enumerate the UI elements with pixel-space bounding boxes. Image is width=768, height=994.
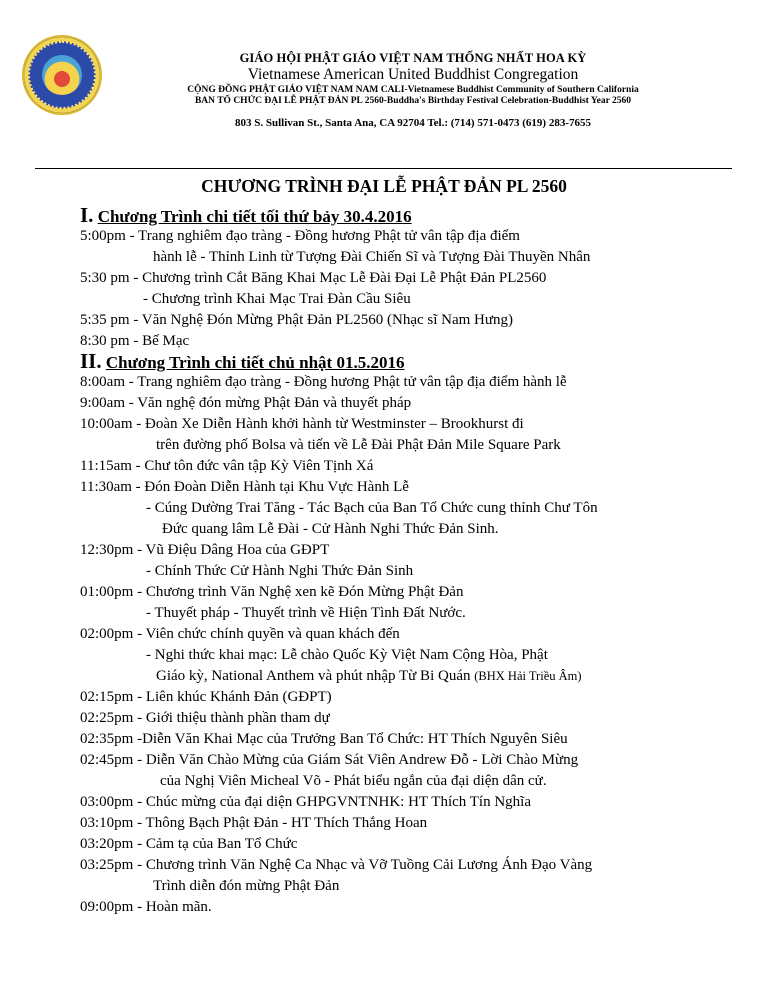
schedule-line: - Nghi thức khai mạc: Lễ chào Quốc Kỳ Việt Nam Cộng Hòa, Phật: [146, 647, 548, 663]
schedule-line: - Chương trình Khai Mạc Trai Đàn Cầu Siêu: [143, 291, 411, 307]
org-name-vietnamese: GIÁO HỘI PHẬT GIÁO VIỆT NAM THỐNG NHẤT HOA KỲ: [239, 51, 587, 65]
schedule-line: 03:10pm - Thông Bạch Phật Đản - HT Thích Thắng Hoan: [80, 815, 428, 831]
section-1-number: I.: [80, 203, 94, 227]
section-2-title: Chương Trình chi tiết chủ nhật 01.5.2016: [105, 353, 405, 372]
section-2-heading: [80, 349, 404, 374]
schedule-line: 02:45pm - Diễn Văn Chào Mừng của Giám Sát Viên Andrew Đỗ - Lời Chào Mừng: [80, 752, 579, 768]
org-name-english: Vietnamese American United Buddhist Congregation: [247, 66, 579, 83]
schedule-line: 5:00pm - Trang nghiêm đạo tràng - Đồng hương Phật tử vân tập địa điểm: [80, 228, 520, 244]
schedule-line: 5:30 pm - Chương trình Cắt Băng Khai Mạc Lễ Đài Đại Lễ Phật Đản PL2560: [80, 270, 547, 286]
schedule-line: của Nghị Viên Micheal Võ - Phát biểu ngắn của đại diện dân cử.: [160, 773, 547, 789]
section-2-schedule: [80, 372, 740, 918]
program-title: CHƯƠNG TRÌNH ĐẠI LỄ PHẬT ĐẢN PL 2560: [201, 176, 567, 196]
organizing-committee: BAN TỔ CHỨC ĐẠI LỄ PHẬT ĐẢN PL 2560-Buddha's Birthday Festival Celebration-Buddhist Year 2560: [194, 95, 632, 106]
section-1-title: Chương Trình chi tiết tối thứ bảy 30.4.2016: [97, 207, 412, 226]
schedule-line: Đức quang lâm Lễ Đài - Cử Hành Nghi Thức Đản Sinh.: [162, 521, 499, 537]
letterhead: [108, 51, 718, 131]
schedule-line: 8:30 pm - Bế Mạc: [80, 333, 190, 349]
schedule-line: 02:15pm - Liên khúc Khánh Đản (GĐPT): [80, 689, 332, 705]
section-1-heading: [80, 203, 412, 228]
schedule-line-text: Giáo kỳ, National Anthem và phút nhập Từ Bi Quán: [156, 668, 471, 684]
schedule-line: 5:35 pm - Văn Nghệ Đón Mừng Phật Đản PL2560 (Nhạc sĩ Nam Hưng): [80, 312, 514, 328]
schedule-line: - Thuyết pháp - Thuyết trình về Hiện Tình Đất Nước.: [146, 605, 466, 621]
schedule-line: 9:00am - Văn nghệ đón mừng Phật Đản và thuyết pháp: [80, 395, 412, 411]
schedule-line: 02:00pm - Viên chức chính quyền và quan khách đến: [80, 626, 400, 642]
schedule-line: trên đường phố Bolsa và tiến về Lễ Đài Phật Đản Mile Square Park: [156, 437, 561, 453]
schedule-line: 12:30pm - Vũ Điệu Dâng Hoa của GĐPT: [80, 542, 330, 558]
schedule-line: 02:25pm - Giới thiệu thành phần tham dự: [80, 710, 330, 726]
section-2-number: II.: [80, 349, 102, 373]
schedule-line: 11:15am - Chư tôn đức vân tập Kỳ Viên Tịnh Xá: [80, 458, 374, 474]
schedule-line: 8:00am - Trang nghiêm đạo tràng - Đồng hương Phật tử vân tập địa điểm hành lễ: [80, 374, 567, 390]
schedule-line: 10:00am - Đoàn Xe Diễn Hành khởi hành từ Westminster – Brookhurst đi: [80, 416, 524, 432]
schedule-line: hành lễ - Thỉnh Linh từ Tượng Đài Chiến Sĩ và Tượng Đài Thuyền Nhân: [153, 249, 591, 265]
choir-credit: (BHX Hải Triều Âm): [474, 669, 582, 683]
section-1-schedule: [80, 226, 740, 352]
schedule-line: [80, 666, 740, 687]
header-divider: [35, 168, 732, 169]
schedule-line: 02:35pm -Diễn Văn Khai Mạc của Trưởng Ban Tổ Chức: HT Thích Nguyên Siêu: [80, 731, 568, 747]
schedule-line: 03:20pm - Cảm tạ của Ban Tổ Chức: [80, 836, 298, 852]
schedule-line: 03:25pm - Chương trình Văn Nghệ Ca Nhạc và Vỡ Tuồng Cải Lương Ánh Đạo Vàng: [80, 857, 593, 873]
schedule-line: - Cúng Dường Trai Tăng - Tác Bạch của Ban Tổ Chức cung thỉnh Chư Tôn: [146, 500, 598, 516]
schedule-line: Trình diễn đón mừng Phật Đản: [153, 878, 340, 894]
schedule-line: 03:00pm - Chúc mừng của đại diện GHPGVNTNHK: HT Thích Tín Nghĩa: [80, 794, 531, 810]
schedule-line: 11:30am - Đón Đoàn Diễn Hành tại Khu Vực Hành Lễ: [80, 479, 409, 495]
address-line: 803 S. Sullivan St., Santa Ana, CA 92704 Tel.: (714) 571-0473 (619) 283-7655: [234, 117, 591, 130]
schedule-line: 09:00pm - Hoàn mãn.: [80, 899, 212, 915]
community-name: CỘNG ĐỒNG PHẬT GIÁO VIỆT NAM NAM CALI-Vietnamese Buddhist Community of Southern California: [187, 84, 639, 95]
schedule-line: - Chính Thức Cử Hành Nghi Thức Đản Sinh: [146, 563, 414, 579]
congregation-seal-logo: [22, 35, 102, 115]
seal-lotus-emblem: [42, 55, 82, 95]
schedule-line: 01:00pm - Chương trình Văn Nghệ xen kẽ Đón Mừng Phật Đản: [80, 584, 464, 600]
